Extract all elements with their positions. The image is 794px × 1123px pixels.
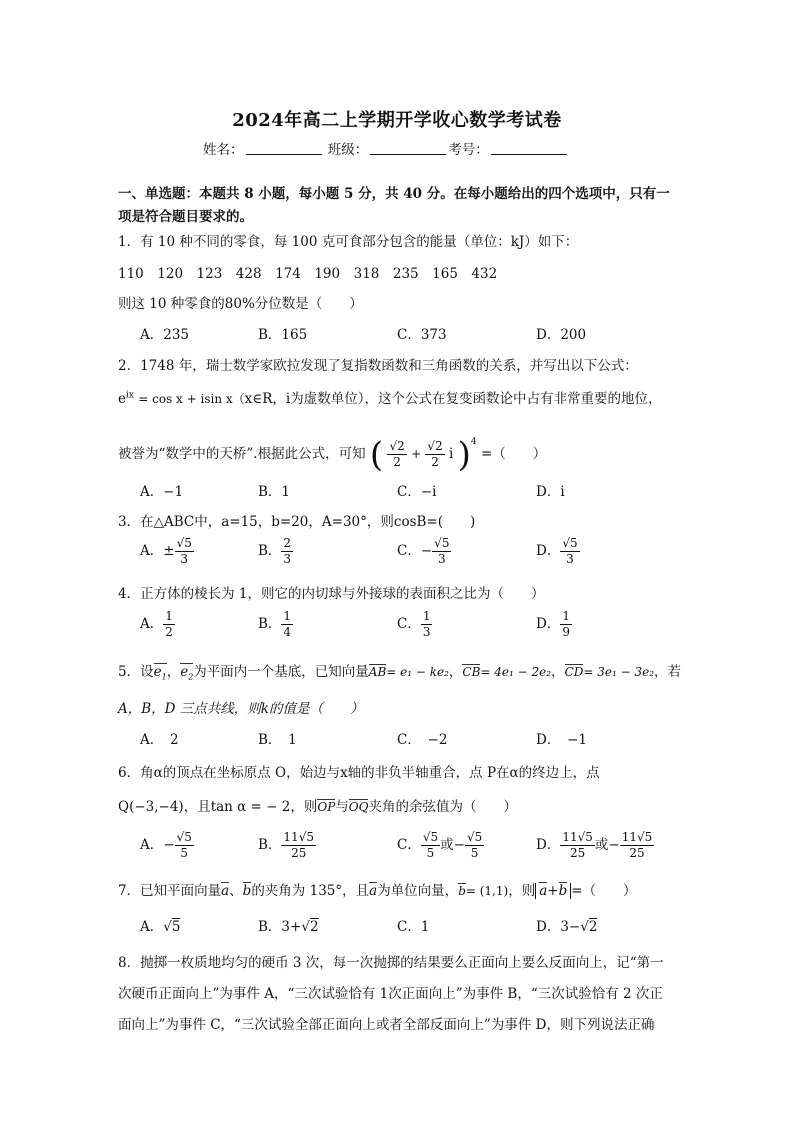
q5-line1: 5．设$e_1$，$e_2$为平面内一个基底，已知向量AB= e₁ − ke₂，CB= 4e₁ − 2e₂，CD= 3e₁ − 3e₂，若 <box>118 664 682 682</box>
q4-option-d[interactable]: D． $\frac{1}{9}$ <box>536 609 570 639</box>
q5-option-b[interactable]: B． 1 <box>258 732 297 748</box>
student-info-line <box>203 138 569 158</box>
q8-line1: 8．抛掷一枚质地均匀的硬币 3 次，每一次抛掷的结果要么正面向上要么反面向上，记“第一 <box>118 955 664 971</box>
q2-option-b[interactable]: B．1 <box>258 484 291 500</box>
q5-vec-e1: $e_1$ <box>153 664 167 682</box>
q3-option-d[interactable]: D． $\frac{√5}{3}$ <box>536 536 578 566</box>
q1-option-d[interactable]: D．200 <box>536 327 587 343</box>
q2-euler-rhs: = cos x + isin x（ <box>138 392 245 406</box>
q6-option-d[interactable]: D． $\frac{11√5}{25}$ 或− $\frac{11√5}{25}$ <box>536 830 653 860</box>
section-heading-line2: 项是符合题目要求的。 <box>118 209 253 225</box>
q2-option-a[interactable]: A．−1 <box>140 484 184 500</box>
q5-vec-cb: CB <box>462 665 481 679</box>
q6-option-c[interactable]: C． $\frac{√5}{5}$ 或− $\frac{√5}{5}$ <box>397 830 483 860</box>
q6-option-a[interactable]: A．− $\frac{√5}{5}$ <box>140 830 192 860</box>
q1-ask: 则这 10 种零食的80%分位数是（ ） <box>118 296 363 312</box>
q4-stem: 4．正方体的棱长为 1，则它的内切球与外接球的表面积之比为（ ） <box>118 586 545 602</box>
q7-option-a[interactable]: A．√5 <box>140 919 181 935</box>
q6-vec-op: OP <box>317 800 336 814</box>
section-heading-line1: 一、单选题：本题共 8 小题，每小题 5 分，共 40 分。在每小题给出的四个选项中，只有一 <box>118 186 670 202</box>
q1-option-c[interactable]: C．373 <box>397 327 447 343</box>
q4-option-a[interactable]: A． $\frac{1}{2}$ <box>140 609 173 639</box>
q6-line1: 6．角α的顶点在坐标原点 O，始边与x轴的非负半轴重合，点 P在α的终边上，点 <box>118 765 600 781</box>
q7-vec-a: a <box>221 883 230 899</box>
class-blank[interactable] <box>370 141 446 155</box>
q1-data: 110 120 123 428 174 190 318 235 165 432 <box>118 266 498 282</box>
q2-stem: 2．1748 年，瑞士数学家欧拉发现了复指数函数和三角函数的关系，并写出以下公式： <box>118 358 638 374</box>
class-label: 班级： <box>327 142 369 158</box>
q5-option-d[interactable]: D． −1 <box>536 732 587 748</box>
q2-right-paren: ) <box>457 434 471 475</box>
q5-vec-ab: AB <box>368 665 387 679</box>
q2-question-line: 被誉为“数学中的天桥”.根据此公式，可知 ( $\frac{√2}{2}$ + $\frac{√2}{2}$ i )$^4$ =（ ） <box>118 434 547 475</box>
page-title: 2024年高二上学期开学收心数学考试卷 <box>232 110 562 131</box>
q1-option-a[interactable]: A．235 <box>140 327 190 343</box>
q1-option-b[interactable]: B．165 <box>258 327 308 343</box>
q2-euler-exp: ix <box>126 390 134 401</box>
q3-stem: 3．在△ABC中，a=15，b=20，A=30°，则cosB=( ) <box>118 514 476 530</box>
q5-line2: A，B，D 三点共线，则k的值是（ ） <box>118 701 364 717</box>
q7-option-b[interactable]: B．3+√2 <box>258 919 319 935</box>
q2-domain-text: x∈R，i为虚数单位），这个公式在复变函数论中占有非常重要的地位， <box>244 391 662 407</box>
q6-vec-oq: OQ <box>348 800 369 814</box>
q2-left-paren: ( <box>369 434 384 475</box>
name-label: 姓名： <box>203 142 244 158</box>
q3-option-a[interactable]: A．± $\frac{√5}{3}$ <box>140 536 192 566</box>
exam-no-blank[interactable] <box>491 141 567 155</box>
q7-stem: 7．已知平面向量a、b的夹角为 135°，且a为单位向量，b= (1,1)，则 a+b =（ ） <box>118 883 637 899</box>
q2-question-text: 被誉为“数学中的天桥”.根据此公式，可知 <box>118 446 366 462</box>
q6-line2: Q(−3,−4)，且tan α = − 2，则OP与OQ夹角的余弦值为（ ） <box>118 799 517 815</box>
q2-formula-line <box>118 387 662 407</box>
q5-option-c[interactable]: C． −2 <box>397 732 448 748</box>
name-blank[interactable] <box>246 141 322 155</box>
section-heading <box>118 183 678 229</box>
q2-frac-2: $\frac{√2}{2}$ <box>427 439 443 469</box>
q8-line3: 面向上”为事件 C，“三次试验全部正面向上或者全部反面向上”为事件 D，则下列说法正确 <box>118 1017 655 1033</box>
q2-power: 4 <box>470 437 477 447</box>
q2-frac-1: $\frac{√2}{2}$ <box>389 439 405 469</box>
q2-option-c[interactable]: C．−i <box>397 484 437 500</box>
q5-option-a[interactable]: A． 2 <box>140 732 179 748</box>
q8-line2: 次硬币正面向上”为事件 A，“三次试验恰有 1次正面向上”为事件 B，“三次试验恰有 2 次正 <box>118 986 663 1002</box>
q3-option-b[interactable]: B． $\frac{2}{3}$ <box>258 536 292 566</box>
q5-vec-cd: CD <box>564 665 584 679</box>
q5-vec-e2: $e_2$ <box>180 664 194 682</box>
q4-option-c[interactable]: C． $\frac{1}{3}$ <box>397 609 431 639</box>
q4-option-b[interactable]: B． $\frac{1}{4}$ <box>258 609 292 639</box>
exam-no-label: 考号： <box>448 142 489 158</box>
q7-option-d[interactable]: D．3−√2 <box>536 919 598 935</box>
q7-abs-sum: a+b <box>535 883 571 899</box>
q2-euler-base: e <box>118 391 126 407</box>
q1-stem: 1．有 10 种不同的零食，每 100 克可食部分包含的能量（单位：kJ）如下： <box>118 234 579 250</box>
q2-equals: =（ ） <box>480 446 547 462</box>
q2-imag-unit: i <box>449 446 454 462</box>
q6-option-b[interactable]: B． $\frac{11√5}{25}$ <box>258 830 314 860</box>
q7-vec-b: b <box>242 883 252 899</box>
q2-option-d[interactable]: D．i <box>536 484 565 500</box>
q3-option-c[interactable]: C．− $\frac{√5}{3}$ <box>397 536 450 566</box>
q7-option-c[interactable]: C．1 <box>397 919 430 935</box>
